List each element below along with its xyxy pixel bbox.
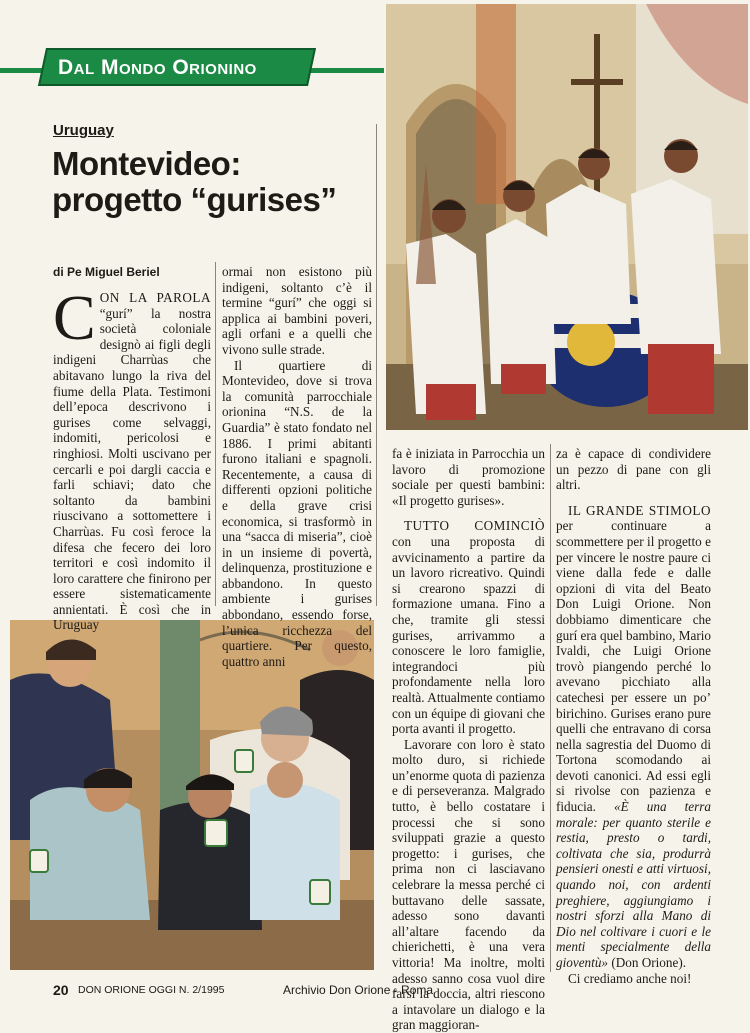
paragraph: Lavorare con loro è stato molto duro, si richiede un’enorme quota di pazienza e di perseveranza. Malgrado tutto, è bello costatare i processi che si sono sviluppati grazie a questo progetto: i gurises, che prima non ci lasciavano celebrare la messa perché ci buttavano delle sassate, adesso sono davanti all’altare facendo da chierichetti, è una vera vittoria! Ma inoltre, molti adesso sanno cosa vuol dire farsi la doccia, altri riescono a intavolare un dialogo e la gran maggioran- — [392, 736, 545, 1033]
children-illustration — [10, 620, 374, 970]
column-divider-2 — [376, 124, 377, 606]
magazine-issue: DON ORIONE OGGI N. 2/1995 — [78, 984, 225, 996]
altar-boys-illustration — [386, 4, 748, 430]
paragraph — [392, 518, 545, 736]
archive-credit: Archivio Don Orione - Roma — [283, 983, 434, 997]
section-lead: TUTTO COMINCIÒ — [404, 518, 545, 534]
page-number: 20 — [53, 982, 69, 998]
paragraph-text: con una proposta di avvicinamento a partire da un lavoro ricreativo. Quindi si crearono spazzi di formazione umana. Fino a che, tramite gli stessi gurises, arrivammo a conoscere le loro famiglie, integrandoci più profondamente nella loro realtà. Attualmente contiamo con un équipe di giovani che porta avanti il progetto. — [392, 533, 545, 737]
paragraph-text: per continuare a scommettere per il progetto e per vincere le nostre paure ci viene dalla fede e dalle opzioni di vita del Beato Don Luigi Orione. Non dobbiamo dimenticare che gurí era quel bambino, Mario Ivaldi, che Luigi Orione trovò piangendo perché lo avevano picchiato alla catechesi per essere un po’ birichino. Gurises erano pure quelli che entravano di corsa nella sagrestia del Duomo di Tortona scomodando ai devoti canonici. Ad essi egli si rivolse con pazienza e fiducia. — [556, 518, 711, 815]
paragraph: Il quartiere di Montevideo, dove si trova la comunità parrocchiale orionina “N.S. de la Guardia” è stato fondato nel 1886. I primi abitanti furono italiani e spagnoli. Recentemente, a causa di differenti opzioni politiche e della grave crisi economica, si trasformò in una “sacca di miseria”, cioè in un insieme di povertà, delinquenza, prostituzione e abbandono. In questo ambiente i gurises abbondano, essendo forse, l’unica ricchezza del quartiere. Per questo, quattro anni — [222, 357, 372, 669]
page-title — [52, 146, 372, 218]
paragraph: ormai non esistono più indigeni, soltanto c’è il termine “gurí” che oggi si applica ai bambini poveri, agli orfani e a quelli che vivono sulle strade. — [222, 264, 372, 357]
closing-line: Ci crediamo anche noi! — [568, 970, 692, 986]
orione-quote: «È una terra morale: per quanto sterile e restia, presto o tardi, coltivata che sia, produrrà pensieri onesti e atti virtuosi, quando noi, con ardenti preghiere, aggiungiamo i nostri sforzi alla Mano di Dio nel coltivare i cuori e le menti specialmente della gioventù» — [556, 799, 711, 970]
byline: di Pe Miguel Beriel — [53, 265, 160, 279]
article-column-4 — [556, 446, 711, 986]
column-divider-3 — [550, 444, 551, 972]
section-title: Dal Mondo Orionino — [58, 56, 257, 79]
column-1-text: “gurí” la nostra società coloniale designò ai figli degli indigeni Charrùas che abitavano lungo la riva del fiume della Plata. Testimoni dell’epoca descrivono i gurises come selvaggi, indomiti, pericolosi e ringhiosi. Molti uscivano per cercarli e poi dargli caccia e farli schiavi; dato che soltanto da bambini riuscivano a sottomettere i Charrùas. Fu così feroce la difesa che fecero dei loro territori e così indomito il loro carattere che finirono per essere sistematicamente annientati. È così che in Uruguay — [53, 305, 211, 633]
quote-attribution: (Don Orione). — [611, 955, 687, 970]
article-column-2 — [222, 264, 372, 669]
lead-in: ON LA PAROLA — [99, 290, 211, 305]
title-line-2: progetto “gurises” — [52, 181, 337, 218]
altar-boys-photo — [386, 4, 748, 430]
title-line-1: Montevideo: — [52, 145, 241, 182]
kicker: Uruguay — [53, 122, 114, 139]
drop-cap: C — [53, 282, 96, 353]
children-photo — [10, 620, 374, 970]
article-column-3 — [392, 446, 545, 1033]
article-column-1 — [53, 282, 211, 633]
paragraph: fa è iniziata in Parrocchia un lavoro di promozione sociale per questi bambini: «Il progetto gurises». — [392, 446, 545, 508]
column-divider-1 — [215, 262, 216, 606]
paragraph — [556, 503, 711, 971]
paragraph: za è capace di condividere un pezzo di pane con gli altri. — [556, 446, 711, 493]
section-lead: IL GRANDE STIMOLO — [568, 502, 711, 518]
